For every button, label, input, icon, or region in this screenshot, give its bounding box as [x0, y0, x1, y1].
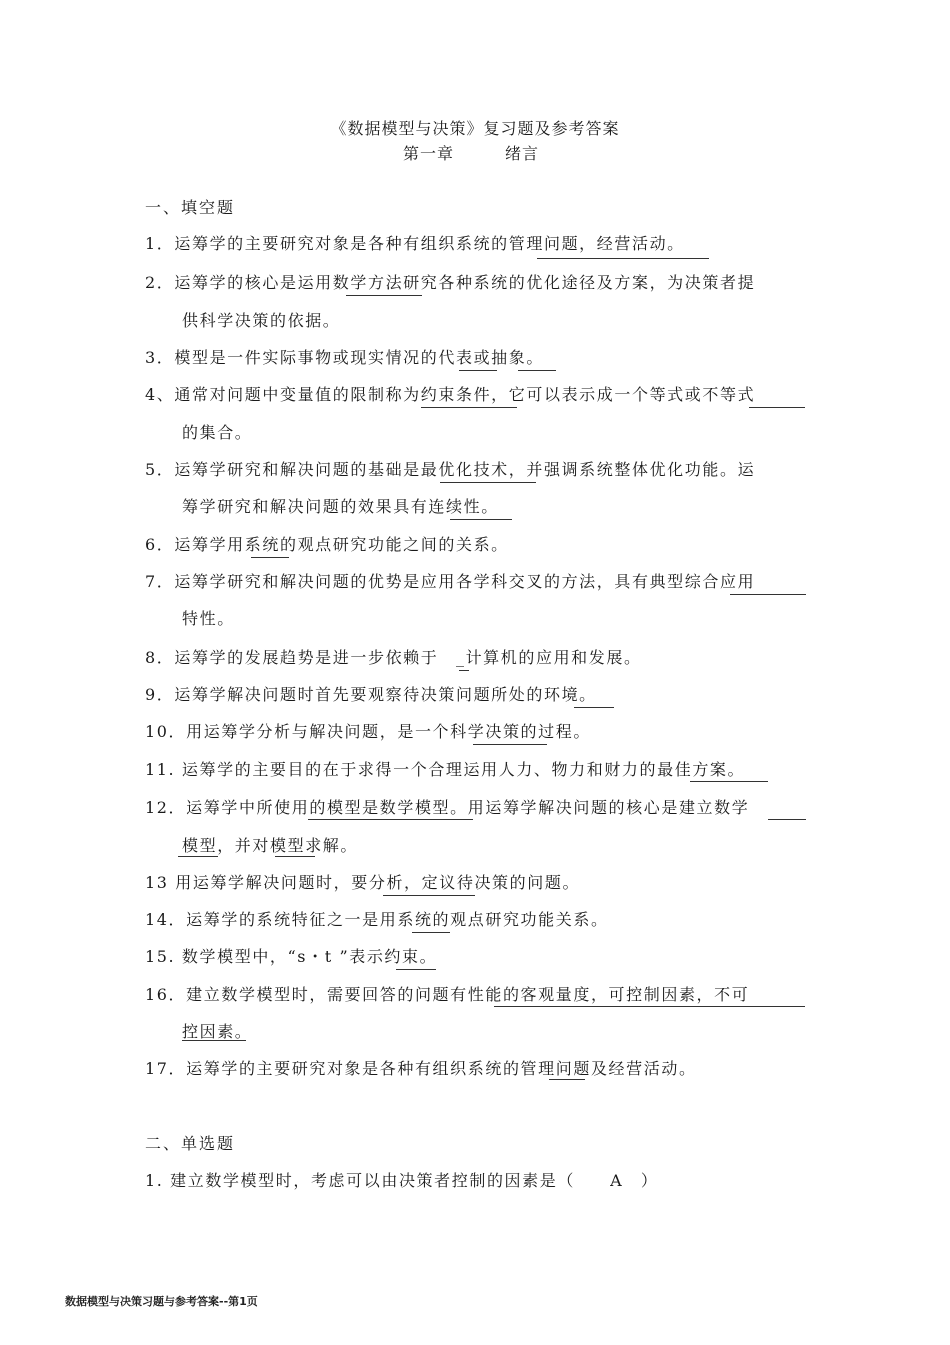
question-11: 11. 运筹学的主要目的在于求得一个合理运用人力、物力和财力的最佳方案。: [145, 760, 746, 779]
question-16-line-2: 控因素。: [182, 1022, 253, 1041]
question-3: 3．模型是一件实际事物或现实情况的代表或抽象。: [145, 348, 544, 367]
answer-underline: [549, 1079, 585, 1080]
question-6: 6．运筹学用系统的观点研究功能之间的关系。: [145, 535, 509, 554]
answer-underline: [768, 819, 806, 820]
answer-underline: [421, 407, 517, 408]
answer-underline: [308, 819, 473, 820]
answer-underline: [473, 744, 547, 745]
choice-question-1: 1. 建立数学模型时，考虑可以由决策者控制的因素是（ A ）: [145, 1171, 659, 1190]
answer-underline: [275, 856, 315, 857]
question-7-line-2: 特性。: [182, 609, 235, 628]
question-2-line-1: 2．运筹学的核心是运用数学方法研究各种系统的优化途径及方案，为决策者提: [145, 273, 756, 292]
answer-underline: [182, 1040, 246, 1041]
answer-underline: [346, 295, 422, 296]
question-5-line-1: 5．运筹学研究和解决问题的基础是最优化技术，并强调系统整体优化功能。运: [145, 460, 756, 479]
page-footer: 数据模型与决策习题与参考答案--第1页: [65, 1295, 258, 1308]
answer-underline: [518, 370, 556, 371]
answer-underline: [440, 482, 536, 483]
answer-underline: [396, 969, 436, 970]
question-9: 9．运筹学解决问题时首先要观察待决策问题所处的环境。: [145, 685, 597, 704]
answer-underline: [690, 781, 768, 782]
answer-underline: [412, 932, 450, 933]
section-fill-in-blank: 一、填空题: [145, 198, 236, 217]
answer-underline: [459, 670, 469, 671]
question-10: 10．用运筹学分析与解决问题，是一个科学决策的过程。: [145, 722, 591, 741]
answer-underline: [749, 407, 805, 408]
question-8: 8．运筹学的发展趋势是进一步依赖于 _计算机的应用和发展。: [145, 648, 642, 667]
question-14: 14．运筹学的系统特征之一是用系统的观点研究功能关系。: [145, 910, 609, 929]
question-17: 17．运筹学的主要研究对象是各种有组织系统的管理问题及经营活动。: [145, 1059, 697, 1078]
question-16-line-1: 16．建立数学模型时，需要回答的问题有性能的客观量度，可控制因素，不可: [145, 985, 750, 1004]
question-13: 13 用运筹学解决问题时，要分析，定议待决策的问题。: [145, 873, 581, 892]
question-2-line-2: 供科学决策的依据。: [182, 311, 341, 330]
answer-underline: [537, 258, 709, 259]
question-12-line-2: 模型，并对模型求解。: [182, 836, 359, 855]
answer-underline: [450, 519, 512, 520]
question-7-line-1: 7．运筹学研究和解决问题的优势是应用各学科交叉的方法，具有典型综合应用: [145, 572, 756, 591]
answer-underline: [383, 895, 475, 896]
answer-underline: [730, 594, 806, 595]
question-4-line-2: 的集合。: [182, 423, 253, 442]
answer-underline: [178, 856, 218, 857]
question-15: 15. 数学模型中，“s・t ”表示约束。: [145, 947, 438, 966]
answer-underline: [574, 707, 614, 708]
question-12-line-1: 12．运筹学中所使用的模型是数学模型。用运筹学解决问题的核心是建立数学: [145, 798, 750, 817]
answer-underline: [494, 1006, 805, 1007]
document-title: 《数据模型与决策》复习题及参考答案: [330, 119, 620, 138]
answer-underline: [251, 557, 289, 558]
section-single-choice: 二、单选题: [145, 1134, 236, 1153]
chapter-heading: 第一章 绪言: [402, 144, 539, 163]
answer-underline: [459, 370, 497, 371]
question-5-line-2: 筹学研究和解决问题的效果具有连续性。: [182, 497, 499, 516]
question-1: 1．运筹学的主要研究对象是各种有组织系统的管理问题，经营活动。: [145, 234, 685, 253]
question-4-line-1: 4、通常对问题中变量值的限制称为约束条件，它可以表示成一个等式或不等式: [145, 385, 756, 404]
